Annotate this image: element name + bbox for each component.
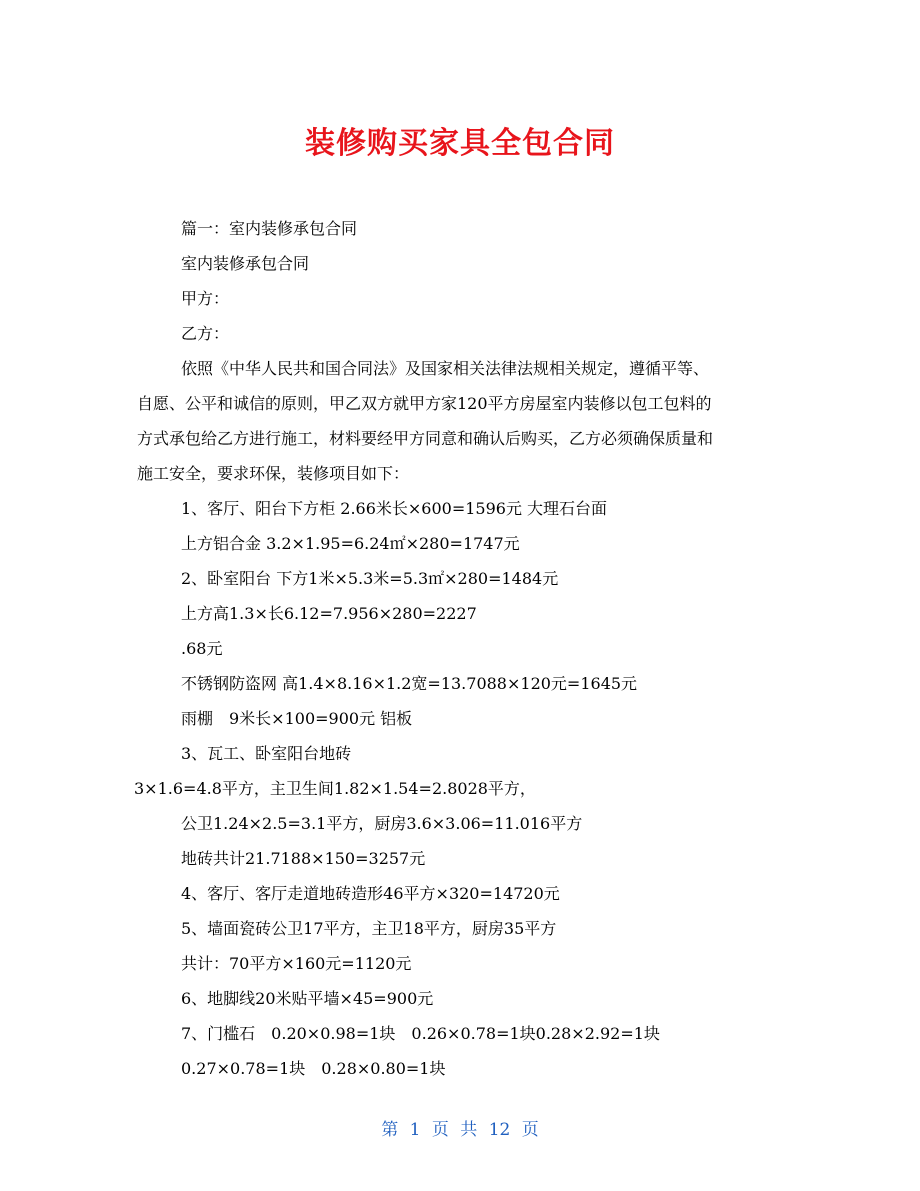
item-line: 6、地脚线20米贴平墙×45=900元 — [181, 989, 434, 1008]
section-heading: 篇一：室内装修承包合同 — [181, 219, 358, 238]
item-line: 4、客厅、客厅走道地砖造形46平方×320=14720元 — [181, 884, 560, 903]
item-line: 0.27×0.78=1块 0.28×0.80=1块 — [181, 1059, 446, 1078]
item-line: 地砖共计21.7188×150=3257元 — [181, 849, 426, 868]
item-line: 2、卧室阳台 下方1米×5.3米=5.3㎡×280=1484元 — [181, 569, 559, 588]
item-line: 上方铝合金 3.2×1.95=6.24㎡×280=1747元 — [181, 534, 520, 553]
contract-heading: 室内装修承包合同 — [181, 254, 310, 273]
paragraph-line: 施工安全，要求环保，装修项目如下： — [137, 464, 410, 483]
item-line: 上方高1.3×长6.12=7.956×280=2227 — [181, 604, 477, 623]
item-line: 雨棚 9米长×100=900元 铝板 — [181, 709, 413, 728]
item-line: .68元 — [181, 639, 223, 658]
party-a-line: 甲方： — [181, 289, 230, 308]
item-line: 7、门槛石 0.20×0.98=1块 0.26×0.78=1块0.28×2.92=1块 — [181, 1024, 660, 1043]
paragraph-line: 自愿、公平和诚信的原则，甲乙双方就甲方家120平方房屋室内装修以包工包料的 — [137, 394, 712, 413]
paragraph-line: 依照《中华人民共和国合同法》及国家相关法律法规相关规定，遵循平等、 — [181, 359, 710, 378]
party-b-line: 乙方： — [181, 324, 230, 343]
item-line: 共计：70平方×160元=1120元 — [181, 954, 412, 973]
paragraph-line: 方式承包给乙方进行施工，材料要经甲方同意和确认后购买，乙方必须确保质量和 — [137, 429, 714, 448]
item-line: 1、客厅、阳台下方柜 2.66米长×600=1596元 大理石台面 — [181, 499, 608, 518]
item-line: 不锈钢防盗网 高1.4×8.16×1.2宽=13.7088×120元=1645元 — [181, 674, 638, 693]
page-footer: 第 1 页 共 12 页 — [381, 1120, 539, 1140]
document-title: 装修购买家具全包合同 — [305, 126, 615, 161]
item-line: 3、瓦工、卧室阳台地砖 — [181, 744, 352, 763]
item-line: 公卫1.24×2.5=3.1平方，厨房3.6×3.06=11.016平方 — [181, 814, 583, 833]
item-line: 5、墙面瓷砖公卫17平方，主卫18平方，厨房35平方 — [181, 919, 557, 938]
item-line: 3×1.6=4.8平方，主卫生间1.82×1.54=2.8028平方， — [134, 779, 536, 798]
